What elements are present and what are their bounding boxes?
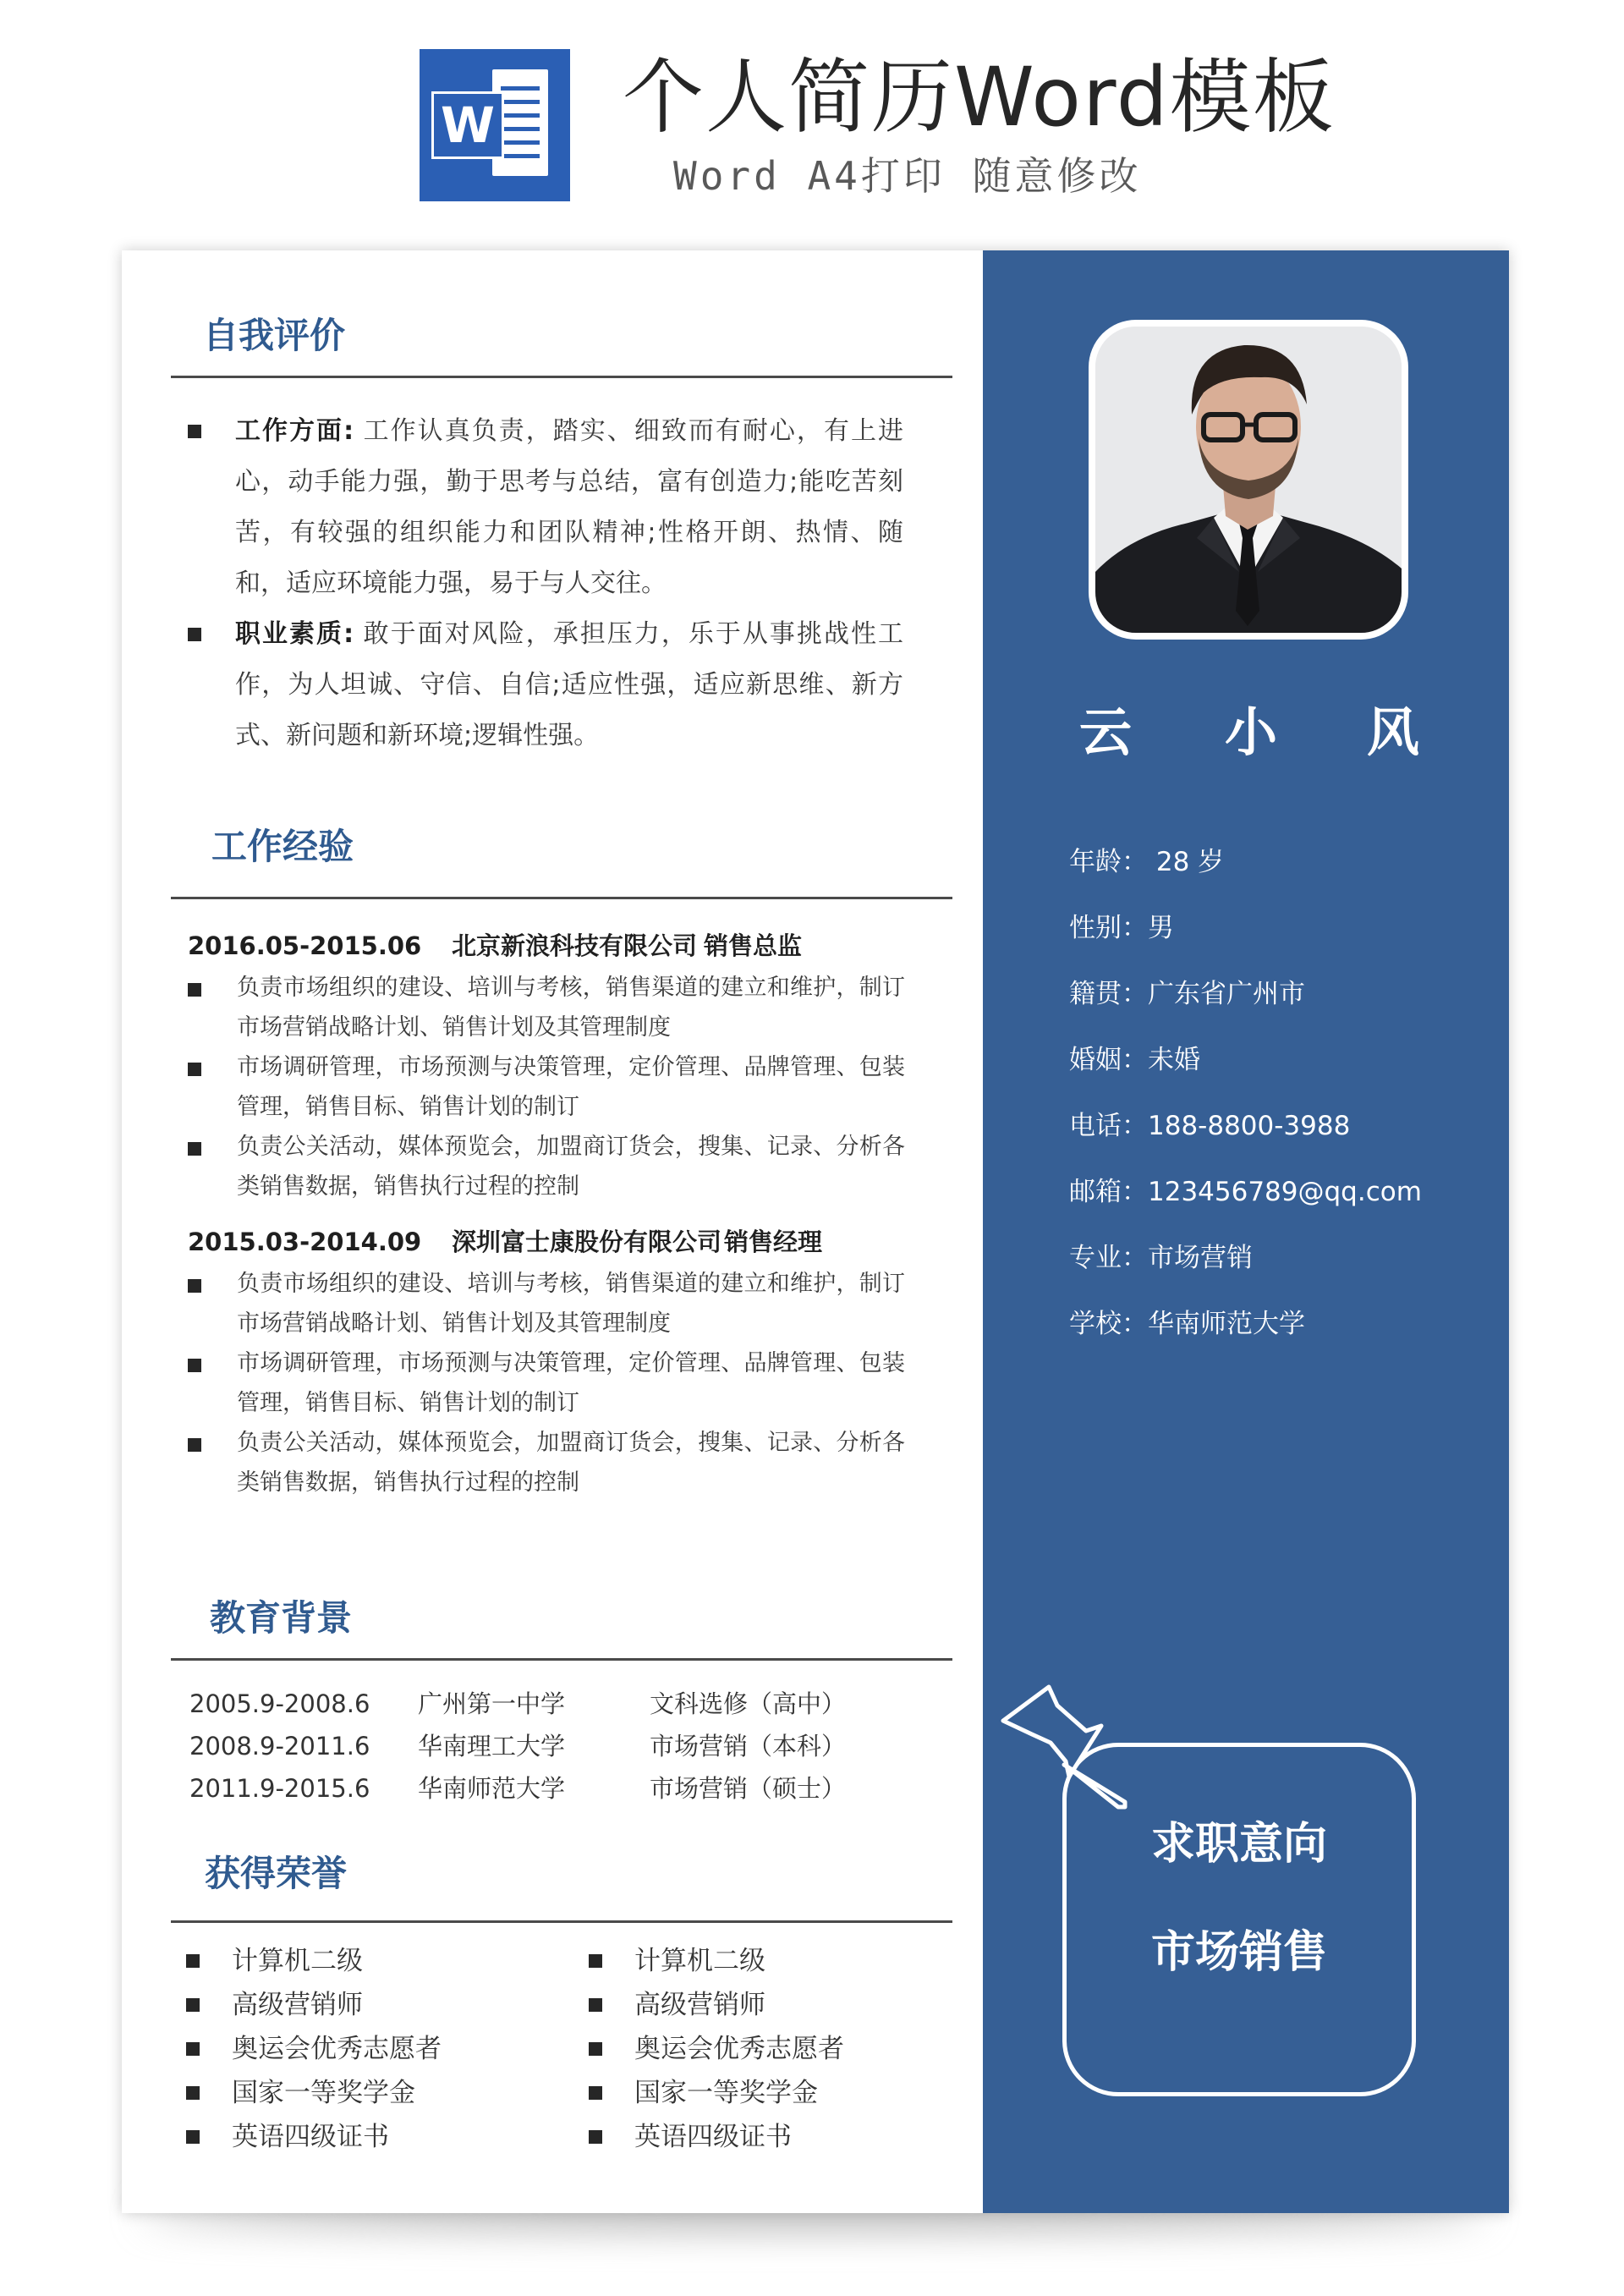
bullet-square-icon: [589, 1998, 602, 2012]
self-eval-title: 自我评价: [203, 315, 346, 356]
profile-photo: [1095, 327, 1402, 633]
word-logo-icon: [420, 49, 570, 201]
education-title: 教育背景: [210, 1597, 353, 1639]
info-age: 年龄： 28 岁: [1069, 847, 1225, 877]
job-intent-value: 市场销售: [1150, 1927, 1327, 1978]
bullet-square-icon: [188, 425, 201, 438]
info-phone: 电话：188-8800-3988: [1069, 1111, 1351, 1141]
info-major: 专业：市场营销: [1069, 1243, 1253, 1273]
edu-school: 广州第一中学: [418, 1689, 566, 1718]
bullet-square-icon: [188, 1438, 201, 1452]
job-company: 北京新浪科技有限公司: [452, 931, 698, 960]
banner-subtitle: Word A4打印 随意修改: [673, 153, 1142, 199]
bullet-square-icon: [188, 1359, 201, 1372]
edu-school: 华南理工大学: [418, 1732, 566, 1760]
info-email: 邮箱：123456789@qq.com: [1069, 1177, 1422, 1207]
bullet-square-icon: [589, 2130, 602, 2144]
experience-title: 工作经验: [211, 826, 354, 867]
section-divider: [171, 897, 952, 899]
edu-period: 2011.9-2015.6: [189, 1774, 370, 1803]
job-position: 销售总监: [704, 931, 803, 960]
bullet-square-icon: [186, 2130, 200, 2144]
info-hometown: 籍贯：广东省广州市: [1069, 979, 1305, 1009]
bullet-square-icon: [188, 1142, 201, 1156]
bullet-square-icon: [589, 2086, 602, 2100]
bullet-square-icon: [188, 628, 201, 641]
job-duty: 负责市场组织的建设、培训与考核，销售渠道的建立和维护，制订市场营销战略计划、销售计划及其管理制度: [237, 1271, 905, 1337]
pushpin-icon: [998, 1684, 1142, 1810]
job-intent-title: 求职意向: [1150, 1819, 1327, 1870]
bullet-square-icon: [589, 1954, 602, 1968]
job-position: 销售经理: [724, 1228, 823, 1256]
bullet-square-icon: [186, 2086, 200, 2100]
honor-item: 奥运会优秀志愿者: [634, 2034, 844, 2064]
job-duty: 负责公关活动，媒体预览会，加盟商订货会，搜集、记录、分析各类销售数据，销售执行过程的控制: [237, 1430, 905, 1496]
person-name: 云 小 风: [1079, 701, 1420, 763]
bullet-square-icon: [186, 1954, 200, 1968]
job-duty: 负责公关活动，媒体预览会，加盟商订货会，搜集、记录、分析各类销售数据，销售执行过程的控制: [237, 1134, 905, 1200]
self-eval-item: 工作方面: 工作认真负责，踏实、细致而有耐心，有上进心，动手能力强，勤于思考与总结，富有创造力;能吃苦刻苦，有较强的组织能力和团队精神;性格开朗、热情、随和，适应环境能力强，易于与人交往。: [235, 416, 903, 598]
bullet-square-icon: [188, 1279, 201, 1293]
bullet-square-icon: [188, 1063, 201, 1076]
info-school: 学校：华南师范大学: [1069, 1309, 1305, 1339]
honor-item: 国家一等奖学金: [634, 2078, 818, 2108]
bullet-square-icon: [186, 2042, 200, 2056]
edu-period: 2005.9-2008.6: [189, 1689, 370, 1718]
info-gender: 性别：男: [1069, 913, 1174, 943]
honor-item: 高级营销师: [232, 1990, 363, 2020]
honors-title: 获得荣誉: [205, 1853, 348, 1894]
honor-item: 国家一等奖学金: [232, 2078, 415, 2108]
portrait-image: [1095, 327, 1402, 633]
honor-item: 计算机二级: [634, 1946, 765, 1976]
word-letter: W: [431, 91, 504, 159]
edu-school: 华南师范大学: [418, 1774, 566, 1803]
edu-period: 2008.9-2011.6: [189, 1732, 370, 1760]
info-marital: 婚姻：未婚: [1069, 1045, 1200, 1075]
job-duty: 市场调研管理，市场预测与决策管理，定价管理、品牌管理、包装管理，销售目标、销售计划的制订: [237, 1054, 905, 1120]
section-divider: [171, 1920, 952, 1923]
job-period: 2016.05-2015.06: [188, 931, 422, 960]
edu-major: 文科选修（高中）: [650, 1689, 847, 1718]
job-period: 2015.03-2014.09: [188, 1228, 422, 1256]
bullet-square-icon: [188, 983, 201, 997]
bullet-square-icon: [589, 2042, 602, 2056]
job-duty: 市场调研管理，市场预测与决策管理，定价管理、品牌管理、包装管理，销售目标、销售计划的制订: [237, 1350, 905, 1416]
honor-item: 英语四级证书: [232, 2122, 389, 2152]
section-divider: [171, 1658, 952, 1661]
bullet-square-icon: [186, 1998, 200, 2012]
honor-item: 英语四级证书: [634, 2122, 792, 2152]
honor-item: 高级营销师: [634, 1990, 765, 2020]
honor-item: 奥运会优秀志愿者: [232, 2034, 442, 2064]
edu-major: 市场营销（本科）: [650, 1732, 847, 1760]
job-company: 深圳富士康股份有限公司: [452, 1228, 722, 1256]
job-duty: 负责市场组织的建设、培训与考核，销售渠道的建立和维护，制订市场营销战略计划、销售计划及其管理制度: [237, 975, 905, 1041]
self-eval-item: 职业素质: 敢于面对风险，承担压力，乐于从事挑战性工作，为人坦诚、守信、自信;适应性强，适应新思维、新方式、新问题和新环境;逻辑性强。: [235, 619, 903, 750]
edu-major: 市场营销（硕士）: [650, 1774, 847, 1803]
banner-title: 个人简历Word模板: [623, 50, 1336, 145]
honor-item: 计算机二级: [232, 1946, 363, 1976]
section-divider: [171, 376, 952, 378]
